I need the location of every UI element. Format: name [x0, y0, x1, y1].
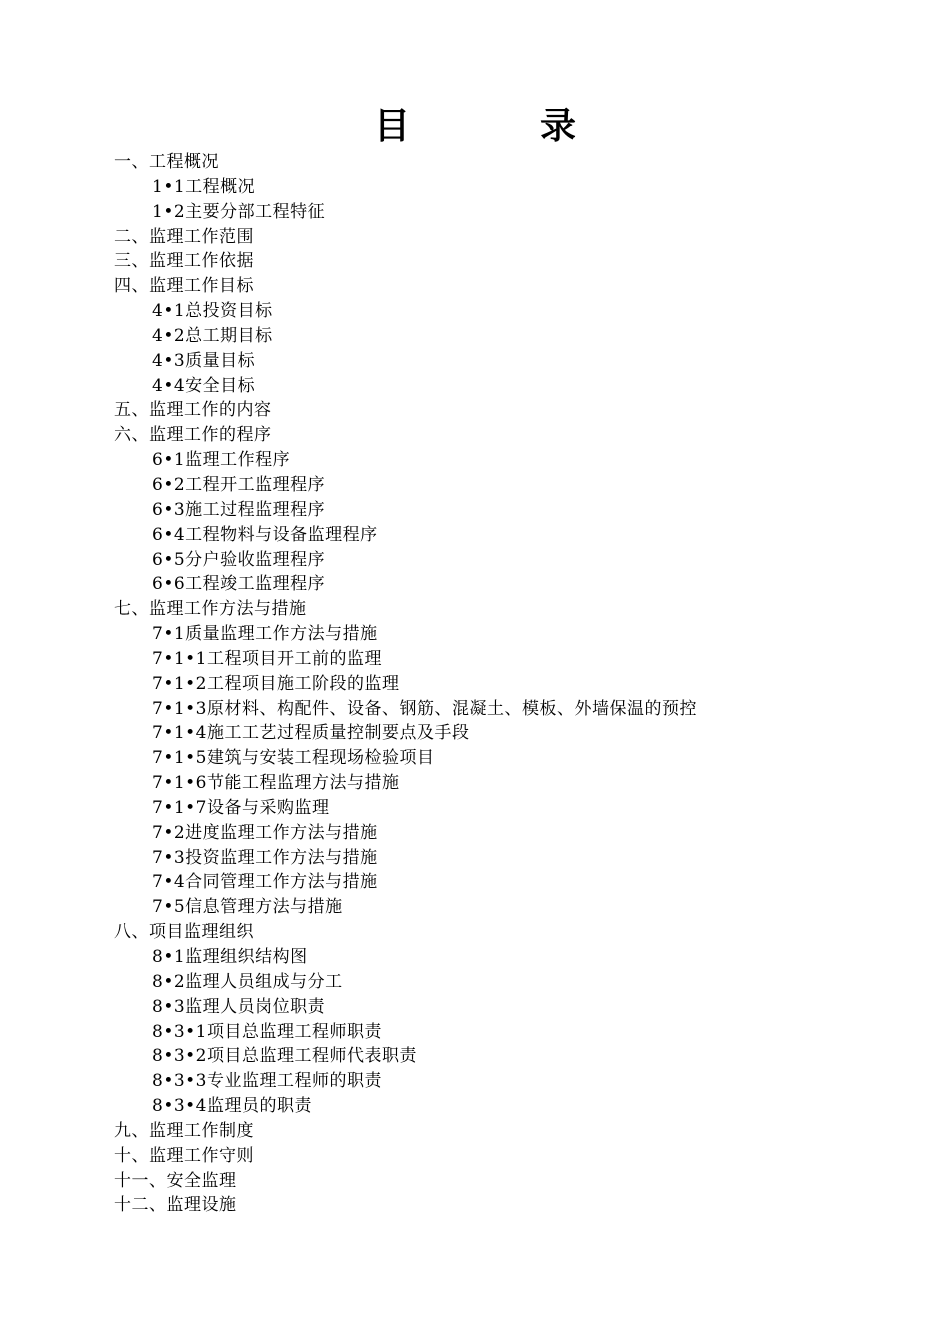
- toc-subsection-entry: 7•1•1工程项目开工前的监理: [152, 648, 383, 669]
- title-char-1: 目: [373, 106, 410, 147]
- toc-subsection-entry: 7•1质量监理工作方法与措施: [152, 624, 378, 645]
- toc-subsection-entry: 6•2工程开工监理程序: [152, 474, 326, 495]
- page-title: [0, 100, 950, 154]
- toc-subsection-entry: 4•3质量目标: [152, 350, 256, 371]
- toc-subsection-entry: 7•5信息管理方法与措施: [152, 897, 343, 918]
- toc-subsection-entry: 7•1•2工程项目施工阶段的监理: [152, 673, 400, 694]
- toc-subsection-entry: 6•4工程物料与设备监理程序: [152, 524, 378, 545]
- toc-subsection-entry: 1•2主要分部工程特征: [152, 201, 326, 222]
- toc-subsection-entry: 6•5分户验收监理程序: [152, 549, 326, 570]
- toc-section-entry: 十二、监理设施: [114, 1195, 237, 1216]
- toc-subsection-entry: 7•2进度监理工作方法与措施: [152, 822, 378, 843]
- toc-subsection-entry: 8•3•3专业监理工程师的职责: [152, 1071, 383, 1092]
- toc-subsection-entry: 7•1•7设备与采购监理: [152, 797, 330, 818]
- toc-subsection-entry: 8•3监理人员岗位职责: [152, 996, 326, 1017]
- toc-subsection-entry: 1•1工程概况: [152, 176, 256, 197]
- toc-section-entry: 四、监理工作目标: [114, 276, 254, 297]
- toc-section-entry: 八、项目监理组织: [114, 922, 254, 943]
- toc-subsection-entry: 7•1•5建筑与安装工程现场检验项目: [152, 748, 435, 769]
- toc-subsection-entry: 4•1总投资目标: [152, 301, 273, 322]
- toc-section-entry: 七、监理工作方法与措施: [114, 599, 307, 620]
- toc-subsection-entry: 8•3•1项目总监理工程师职责: [152, 1021, 383, 1042]
- toc-section-entry: 五、监理工作的内容: [114, 400, 272, 421]
- toc-section-entry: 一、工程概况: [114, 152, 219, 172]
- title-char-2: 录: [540, 106, 577, 147]
- toc-section-entry: 三、监理工作依据: [114, 251, 254, 272]
- toc-subsection-entry: 4•4安全目标: [152, 375, 256, 396]
- toc-section-entry: 九、监理工作制度: [114, 1120, 254, 1141]
- toc-subsection-entry: 6•3施工过程监理程序: [152, 499, 326, 520]
- toc-subsection-entry: 6•1监理工作程序: [152, 450, 291, 471]
- toc-subsection-entry: 8•3•4监理员的职责: [152, 1096, 313, 1117]
- toc-subsection-entry: 7•1•6节能工程监理方法与措施: [152, 773, 400, 794]
- toc-subsection-entry: 7•1•3原材料、构配件、设备、钢筋、混凝土、模板、外墙保温的预控: [152, 698, 698, 719]
- toc-subsection-entry: 6•6工程竣工监理程序: [152, 574, 326, 595]
- toc-section-entry: 六、监理工作的程序: [114, 425, 272, 446]
- toc-subsection-entry: 7•1•4施工工艺过程质量控制要点及手段: [152, 723, 470, 744]
- toc-subsection-entry: 8•1监理组织结构图: [152, 947, 308, 967]
- toc-subsection-entry: 7•3投资监理工作方法与措施: [152, 847, 378, 868]
- toc-subsection-entry: 4•2总工期目标: [152, 325, 273, 346]
- toc-subsection-entry: 7•4合同管理工作方法与措施: [152, 872, 378, 893]
- table-of-contents: [114, 150, 914, 1218]
- toc-subsection-entry: 8•2监理人员组成与分工: [152, 971, 343, 992]
- toc-section-entry: 十、监理工作守则: [114, 1145, 254, 1166]
- toc-section-entry: 二、监理工作范围: [114, 226, 254, 247]
- toc-section-entry: 十一、安全监理: [114, 1170, 237, 1191]
- toc-subsection-entry: 8•3•2项目总监理工程师代表职责: [152, 1046, 418, 1067]
